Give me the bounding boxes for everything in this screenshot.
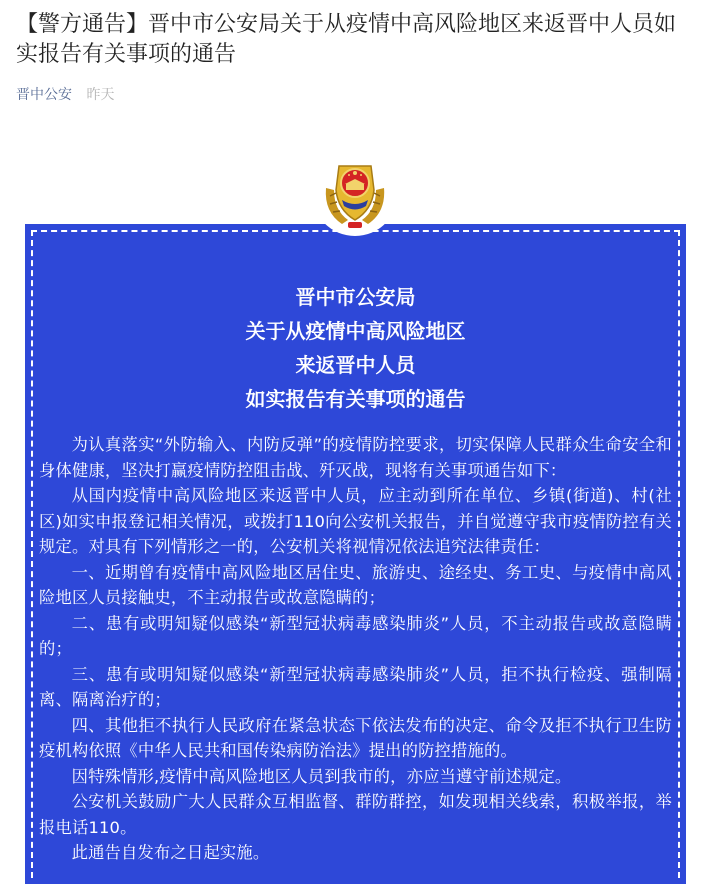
- notice-paragraph: 四、其他拒不执行人民政府在紧急状态下依法发布的决定、命令及拒不执行卫生防疫机构依照《中华人民共和国传染病防治法》提出的防控措施的。: [39, 715, 672, 760]
- notice-paragraph: 三、患有或明知疑似感染“新型冠状病毒感染肺炎”人员，拒不执行检疫、强制隔离、隔离治疗的；: [39, 664, 672, 709]
- article-time: 昨天: [86, 87, 115, 103]
- notice-title-line: 来返晋中人员: [295, 353, 416, 377]
- notice-paragraph: 二、患有或明知疑似感染“新型冠状病毒感染肺炎”人员，不主动报告或故意隐瞒的；: [39, 613, 672, 658]
- notice-title: [25, 280, 686, 416]
- article-title: 【警方通告】晋中市公安局关于从疫情中高风险地区来返晋中人员如实报告有关事项的通告: [16, 12, 677, 67]
- article-source-link[interactable]: 晋中公安: [16, 87, 72, 103]
- notice-image: [25, 224, 686, 884]
- notice-paragraph: 公安机关鼓励广大人民群众互相监督、群防群控，如发现相关线索，积极举报，举报电话110。: [39, 792, 672, 837]
- notice-body: [39, 432, 672, 866]
- notice-paragraph: 一、近期曾有疫情中高风险地区居住史、旅游史、途经史、务工史、与疫情中高风险地区人员接触史，不主动报告或故意隐瞒的；: [39, 562, 672, 607]
- notice-paragraph: 为认真落实“外防输入、内防反弹”的疫情防控要求，切实保障人民群众生命安全和身体健康，坚决打赢疫情防控阻击战、歼灭战，现将有关事项通告如下：: [39, 435, 672, 480]
- police-emblem-icon: [312, 150, 398, 236]
- notice-title-line: 如实报告有关事项的通告: [245, 387, 466, 411]
- article-meta: [16, 86, 114, 104]
- notice-title-line: 关于从疫情中高风险地区: [245, 319, 466, 343]
- notice-paragraph: 此通告自发布之日起实施。: [71, 843, 270, 862]
- notice-paragraph: 因特殊情形,疫情中高风险地区人员到我市的，亦应当遵守前述规定。: [71, 766, 572, 786]
- notice-paragraph: 从国内疫情中高风险地区来返晋中人员，应主动到所在单位、乡镇(街道)、村(社区)如实申报登记相关情况，或拨打110向公安机关报告，并自觉遵守我市疫情防控有关规定。对具有下列情形之一的，公安机关将视情况依法追究法律责任：: [39, 486, 672, 556]
- notice-title-line: 晋中市公安局: [295, 285, 416, 309]
